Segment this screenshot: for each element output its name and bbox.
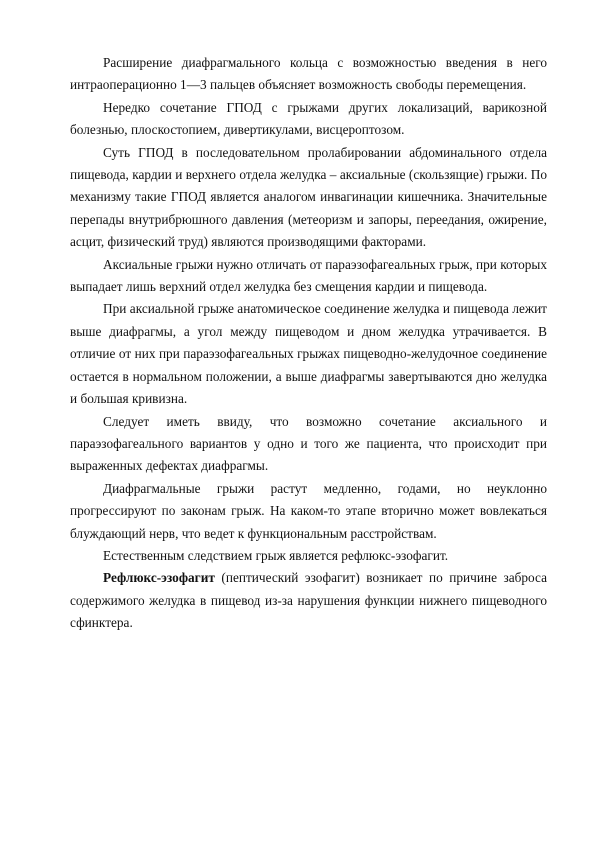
term-reflux-esophagitis: Рефлюкс-эзофагит bbox=[103, 570, 215, 586]
paragraph-comorbidities: Нередко сочетание ГПОД с грыжами других локализаций, варикозной болезнью, плоскостопием, дивертикулами, висцероптозом. bbox=[70, 99, 547, 138]
paragraph-paraesophageal-distinction: Аксиальные грыжи нужно отличать от параэзофагеальных грыж, при которых выпадает лишь верхний отдел желудка без смещения кардии и пищевода. bbox=[70, 256, 547, 295]
paragraph-reflux-esophagitis bbox=[70, 567, 547, 634]
reflux-esophagitis-definition: (пептический эзофагит) возникает по причине заброса содержимого желудка в пищевод из-за нарушения функции нижнего пищеводного сфинктера. bbox=[70, 570, 547, 631]
paragraph-combined-variants: Следует иметь ввиду, что возможно сочетание аксиального и параэзофагеального вариантов у одно и того же пациента, что происходит при выраженных дефектах диафрагмы. bbox=[70, 413, 547, 474]
paragraph-reflux-consequence: Естественным следствием грыж является рефлюкс-эзофагит. bbox=[103, 547, 449, 563]
document-page bbox=[70, 52, 547, 635]
paragraph-anatomical-difference: При аксиальной грыже анатомическое соединение желудка и пищевода лежит выше диафрагмы, а угол между пищеводом и дном желудка утрачивается. В отличие от них при параэзофагеальных грыжах пищеводно-желудочное соединение остается в нормальном положении, а выше диафрагмы завертываются дно желудка и большая кривизна. bbox=[70, 301, 547, 407]
paragraph-axial-hernia-essence: Суть ГПОД в последовательном пролабировании абдоминального отдела пищевода, кардии и верхнего отдела желудка – аксиальные (скользящие) грыжи. По механизму такие ГПОД является аналогом инвагинации кишечника. Значительные перепады внутрибрюшного давления (метеоризм и запоры, переедания, ожирение, асцит, физический труд) являются производящими факторами. bbox=[70, 144, 547, 250]
paragraph-hernial-ring: Расширение диафрагмального кольца с возможностью введения в него интраоперационно 1—3 пальцев объясняет возможность свободы перемещения. bbox=[70, 55, 547, 93]
paragraph-hernia-progression: Диафрагмальные грыжи растут медленно, годами, но неуклонно прогрессируют по законам грыж. На каком-то этапе вторично может вовлекаться блуждающий нерв, что ведет к функциональным расстройствам. bbox=[70, 480, 547, 541]
